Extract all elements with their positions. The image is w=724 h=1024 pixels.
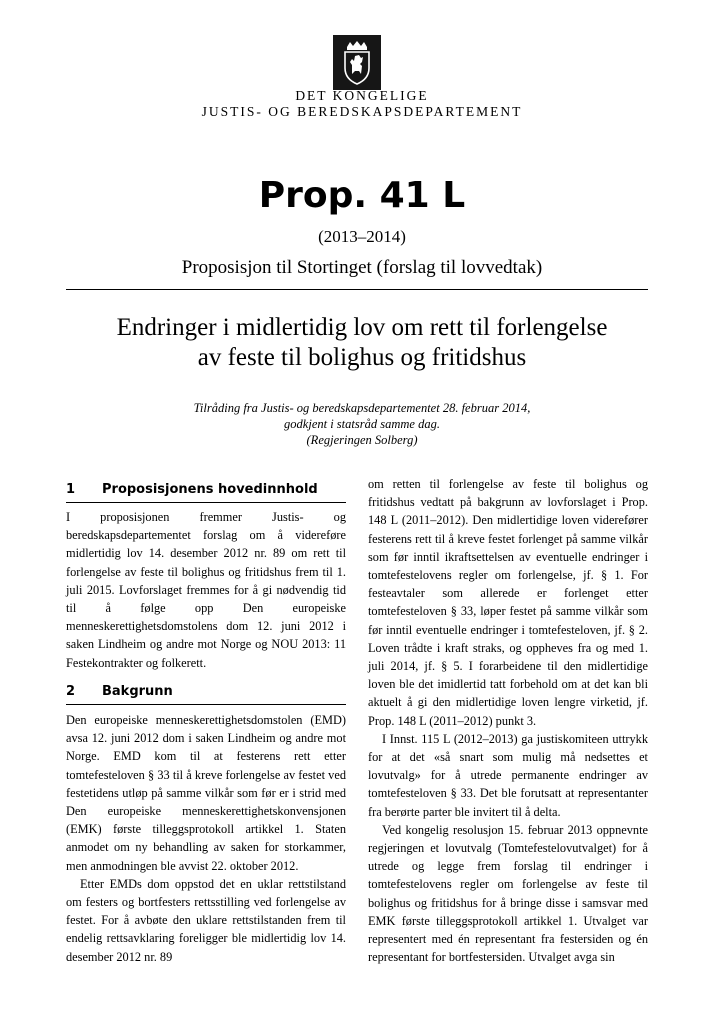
section-title: Bakgrunn [102, 684, 173, 699]
section-number: 1 [66, 482, 76, 497]
paragraph: Etter EMDs dom oppstod det en uklar rettstilstand om festers og bortfesters rettsstilling ved forlengelse av festet. For å avbøte den uklare rettstilstanden frem til endelig rettsavklaring foreligger ble midlertidig lov 14. desember 2012 nr. 89 [66, 876, 346, 964]
paragraph: Den europeiske menneskerettighetsdomstolen (EMD) avsa 12. juni 2012 dom i saken Lindheim og andre mot Norge. EMD kom til at festerens rett etter tomtefesteloven § 33 til å kreve forlengelse av festet ved festetidens utløp på samme vilkår som før er i strid med Den europeiske menneskerettighetskonvensjonen (EMK) første tilleggsprotokoll artikkel 1. Staten anmodet om ny behandling av saken for storkammer, men anmodningen ble avvist 22. oktober 2012. [66, 713, 346, 873]
title-line: Endringer i midlertidig lov om rett til forlengelse [116, 314, 608, 341]
document-title [60, 313, 664, 373]
section-heading-2 [66, 684, 346, 705]
submission-line: godkjent i statsråd samme dag. [284, 417, 440, 431]
section-2-body-right [368, 475, 648, 966]
section-heading-1 [66, 482, 346, 503]
coat-of-arms-logo [333, 35, 381, 90]
ministry-name-line2: JUSTIS- OG BEREDSKAPSDEPARTEMENT [201, 104, 523, 119]
crowned-lion-shield-icon [340, 41, 374, 85]
proposition-number: Prop. 41 L [258, 175, 466, 216]
document-subtitle: Proposisjon til Stortinget (forslag til lovvedtak) [181, 257, 543, 278]
paragraph: om retten til forlengelse av feste til bolighus og fritidshus vedtatt på bakgrunn av lovforslaget i Prop. 148 L (2011–2012). Den midlertidige loven viderefører festerens rett til å kreve festet forlenget på samme vilkår som før inntil ikraftsettelsen av eventuelle endringer i tomtefestelovens regler om forlengelse, jf. § 1. For festeavtaler som allerede er forlenget etter tomtefesteloven § 33, løper festet på samme vilkår som før inntil eventuelle endringer i tomtefesteloven, jf. § 2. Loven trådte i kraft straks, og oppheves fra og med 1. juli 2014, jf. § 5. I forarbeidene til den midlertidige loven ble det imidlertid tatt forbehold om at det kan bli aktuelt å gi den midlertidige loven lengre virketid, jf. Prop. 148 L (2011–2012) punkt 3. [368, 477, 648, 728]
section-number: 2 [66, 684, 76, 699]
paragraph: Ved kongelig resolusjon 15. februar 2013 oppnevnte regjeringen et lovutvalg (Tomtefestelovutvalget) for å utrede og legge frem forslag til endringer i tomtefestelovens regler om forlengelse av feste til bolighus og fritidshus for å bringe disse i samsvar med EMK første tilleggsprotokoll artikkel 1. Utvalget var representert med én representant fra festersiden og én representant for bortfestersiden. Utvalget avga sin [368, 822, 648, 965]
submission-note [0, 400, 724, 448]
section-1-body [66, 508, 346, 672]
ministry-name-line1: DET KONGELIGE [295, 88, 429, 103]
paragraph: I proposisjonen fremmer Justis- og beredskapsdepartementet forslag om å videreføre midlertidig lov 14. desember 2012 nr. 89 om rett til forlengelse av feste til bolighus og fritidshus frem til 1. juli 2015. Lovforslaget fremmes for å gi nødvendig tid til å følge opp Den europeiske menneskerettighetsdomstolens dom 12. juni 2012 i saken Lindheim og andre mot Norge og NOU 2013: 11 Festekontrakter og folkerett. [66, 510, 346, 670]
section-2-body-left [66, 711, 346, 966]
title-line: av feste til bolighus og fritidshus [197, 344, 527, 371]
session-years: (2013–2014) [318, 227, 406, 246]
submission-line: Tilråding fra Justis- og beredskapsdepartementet 28. februar 2014, [193, 401, 531, 415]
section-title: Proposisjonens hovedinnhold [102, 482, 318, 497]
submission-line: (Regjeringen Solberg) [306, 433, 418, 447]
title-divider [66, 289, 648, 290]
paragraph: I Innst. 115 L (2012–2013) ga justiskomiteen uttrykk for at det «så snart som mulig må nedsettes et lovutvalg» for å utrede permanente endringer av tomtefesteloven § 33. Det ble forutsatt at representanter fra berørte parter ble invitert til å delta. [368, 731, 648, 819]
